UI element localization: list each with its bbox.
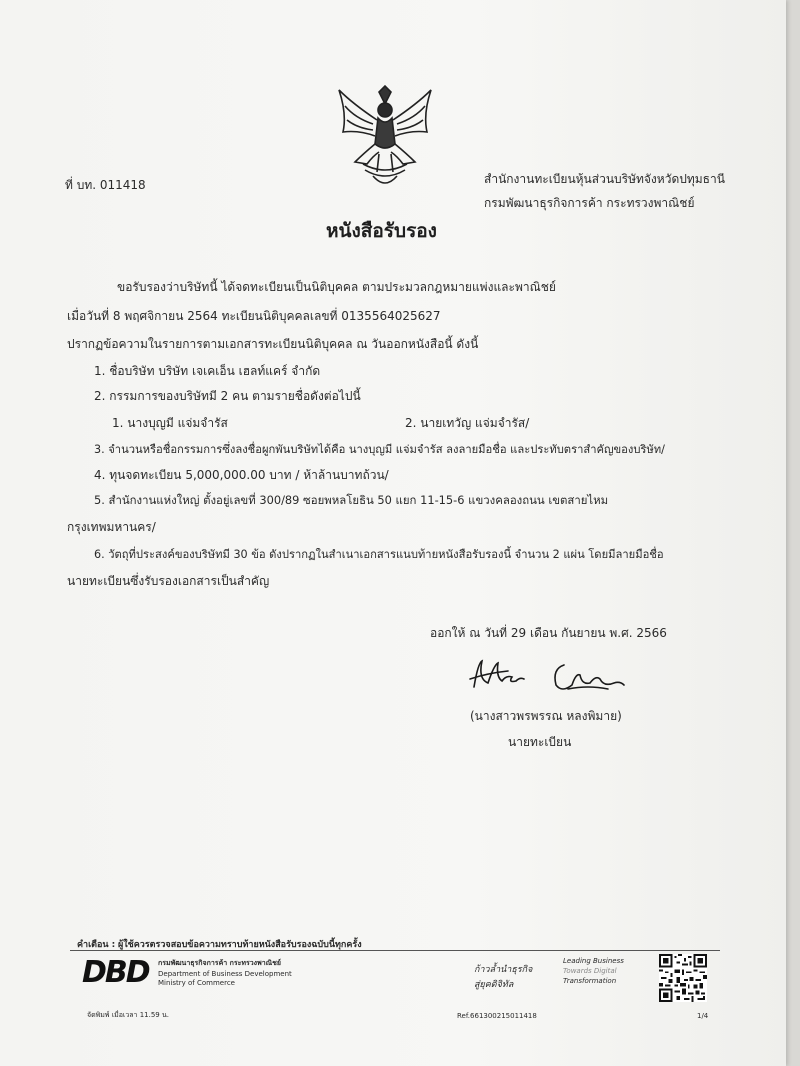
slogan-english-1: Leading Business	[563, 957, 624, 965]
intro-line-3: ปรากฏข้อความในรายการตามเอกสารทะเบียนนิติบุคคล ณ วันออกหนังสือนี้ ดังนี้	[67, 337, 479, 351]
printed-time: จัดพิมพ์ เมื่อเวลา 11.59 น.	[87, 1011, 169, 1019]
signer-title: นายทะเบียน	[508, 735, 572, 749]
page-number: 1/4	[697, 1012, 709, 1020]
intro-line-2: เมื่อวันที่ 8 พฤศจิกายน 2564 ทะเบียนนิติบุคคลเลขที่ 0135564025627	[67, 309, 441, 323]
item-signatory: 3. จำนวนหรือชื่อกรรมการซึ่งลงชื่อผูกพันบริษัทได้คือ นางบุญมี แจ่มจำรัส ลงลายมือชื่อ และประทับตราสำคัญของบริษัท/	[94, 443, 665, 456]
document-title: หนังสือรับรอง	[326, 220, 437, 242]
item-objectives-cont: นายทะเบียนซึ่งรับรองเอกสารเป็นสำคัญ	[67, 574, 270, 588]
item-directors: 2. กรรมการของบริษัทมี 2 คน ตามรายชื่อดังต่อไปนี้	[94, 389, 361, 403]
director-1: 1. นางบุญมี แจ่มจำรัส	[112, 416, 228, 430]
slogan-english-2: Towards Digital	[563, 967, 617, 975]
item-objectives: 6. วัตถุที่ประสงค์ของบริษัทมี 30 ข้อ ดังปรากฏในสำเนาเอกสารแนบท้ายหนังสือรับรองนี้ จำนวน 2 แผ่น โดยมีลายมือชื่อ	[94, 548, 664, 561]
slogan-english-3: Transformation	[563, 977, 617, 985]
ministry-english: Ministry of Commerce	[158, 979, 235, 987]
registrar-signature	[468, 655, 628, 700]
department-name: กรมพัฒนาธุรกิจการค้า กระทรวงพาณิชย์	[484, 196, 695, 210]
issue-date: ออกให้ ณ วันที่ 29 เดือน กันยายน พ.ศ. 2566	[430, 626, 667, 640]
slogan-thai-1: ก้าวล้ำนำธุรกิจ	[474, 965, 533, 975]
warning-text: ผู้ใช้ควรตรวจสอบข้อความทราบท้ายหนังสือรับรองฉบับนี้ทุกครั้ง	[118, 940, 362, 950]
footer-divider	[70, 950, 720, 951]
item-company-name: 1. ชื่อบริษัท บริษัท เจเคเอ็น เฮลท์แคร์ จำกัด	[94, 364, 321, 378]
reference-code: Ref.661300215011418	[457, 1012, 537, 1020]
item-address: 5. สำนักงานแห่งใหญ่ ตั้งอยู่เลขที่ 300/89 ซอยพหลโยธิน 50 แยก 11-15-6 แขวงคลองถนน เขตสายไหม	[94, 493, 609, 507]
intro-line-1: ขอรับรองว่าบริษัทนี้ ได้จดทะเบียนเป็นนิติบุคคล ตามประมวลกฎหมายแพ่งและพาณิชย์	[117, 280, 556, 294]
dept-thai: กรมพัฒนาธุรกิจการค้า กระทรวงพาณิชย์	[158, 959, 281, 967]
garuda-emblem-icon	[333, 84, 437, 194]
item-address-cont: กรุงเทพมหานคร/	[67, 520, 156, 534]
signer-name: (นางสาวพรพรรณ หลงพิมาย)	[470, 709, 622, 723]
item-capital: 4. ทุนจดทะเบียน 5,000,000.00 บาท / ห้าล้านบาทถ้วน/	[94, 468, 389, 482]
office-name: สำนักงานทะเบียนหุ้นส่วนบริษัทจังหวัดปทุมธานี	[484, 172, 725, 186]
dbd-logo: DBD	[82, 955, 149, 990]
reference-number: ที่ บท. 011418	[65, 178, 146, 192]
warning-label: คำเตือน :	[77, 940, 116, 950]
dept-english: Department of Business Development	[158, 970, 292, 978]
director-2: 2. นายเทวัญ แจ่มจำรัส/	[405, 416, 530, 430]
slogan-thai-2: สู่ยุคดิจิทัล	[474, 980, 514, 990]
qr-code-icon	[659, 954, 707, 1002]
